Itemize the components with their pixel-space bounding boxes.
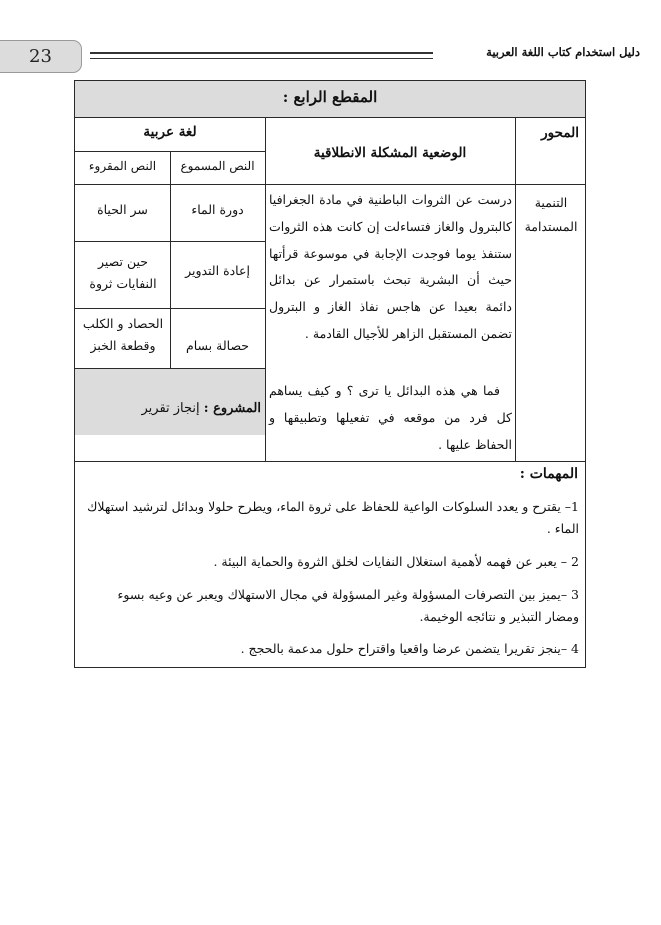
page-number: 23: [0, 40, 82, 73]
axis-header: المحور: [541, 125, 579, 141]
task-item: 1– يقترح و يعدد السلوكات الواعية للحفاظ على ثروة الماء، ويطرح حلولا وبدائل لترشيد استهلاك الماء .: [87, 499, 579, 536]
situation-header: الوضعية المشكلة الانطلاقية: [313, 145, 467, 161]
read-text-title: حين تصير النفايات ثروة: [89, 254, 157, 291]
situation-question: فما هي هذه البدائل يا ترى ؟ و كيف يساهم كل فرد من موقعه في تفعيلها وتطبيقها و الحفاظ عليها .: [269, 383, 512, 452]
heard-text-title: دورة الماء: [191, 202, 244, 217]
table-rule: [75, 368, 265, 369]
table-rule: [75, 117, 585, 118]
task-item: 2 – يعبر عن فهمه لأهمية استغلال النفايات لخلق الثروة والحماية البيئة .: [213, 554, 579, 569]
table-rule: [265, 117, 266, 461]
axis-value: التنمية المستدامة: [524, 195, 578, 234]
language-header: لغة عربية: [143, 124, 197, 140]
project-value: إنجاز تقرير: [141, 401, 200, 416]
lesson-table: [74, 80, 586, 668]
heard-text-title: حصالة بسام: [185, 338, 250, 353]
read-text-title: الحصاد و الكلب وقطعة الخبز: [82, 316, 164, 353]
table-rule: [75, 461, 585, 462]
task-item: 3 –يميز بين التصرفات المسؤولة وغير المسؤولة في مجال الاستهلاك ويعبر عن وعيه بسوء ومضار التبذير و نتائجه الوخيمة.: [117, 587, 579, 624]
project-line: [79, 401, 261, 416]
read-text-title: سر الحياة: [97, 202, 148, 217]
read-text-header: النص المقروء: [88, 159, 157, 173]
situation-paragraph: درست عن الثروات الباطنية في مادة الجغرافيا كالبترول والغاز فتساءلت إن كانت هذه الثروات ستنفذ يوما فوجدت الإجابة في موسوعة قرأتها حيث أن البشرية تبحث باستمرار عن بدائل دائمة بعيدا عن هاجس نفاذ الغاز و البترول تضمن المستقبل الزاهر للأجيال القادمة .: [269, 192, 512, 341]
table-rule: [75, 184, 585, 185]
heard-text-title: إعادة التدوير: [185, 263, 250, 278]
header-rule: [90, 52, 433, 54]
section-title: المقطع الرابع :: [282, 88, 378, 106]
running-header-title: دليل استخدام كتاب اللغة العربية: [486, 45, 640, 59]
header-rule: [90, 58, 433, 59]
table-rule: [515, 117, 516, 461]
heard-text-header: النص المسموع: [180, 159, 255, 173]
tasks-heading: المهمات :: [519, 466, 578, 482]
task-item: 4 –ينجز تقريرا يتضمن عرضا واقعيا واقتراح حلول مدعمة بالحجج .: [240, 641, 579, 656]
project-label: المشروع :: [203, 401, 261, 416]
table-rule: [170, 151, 171, 368]
